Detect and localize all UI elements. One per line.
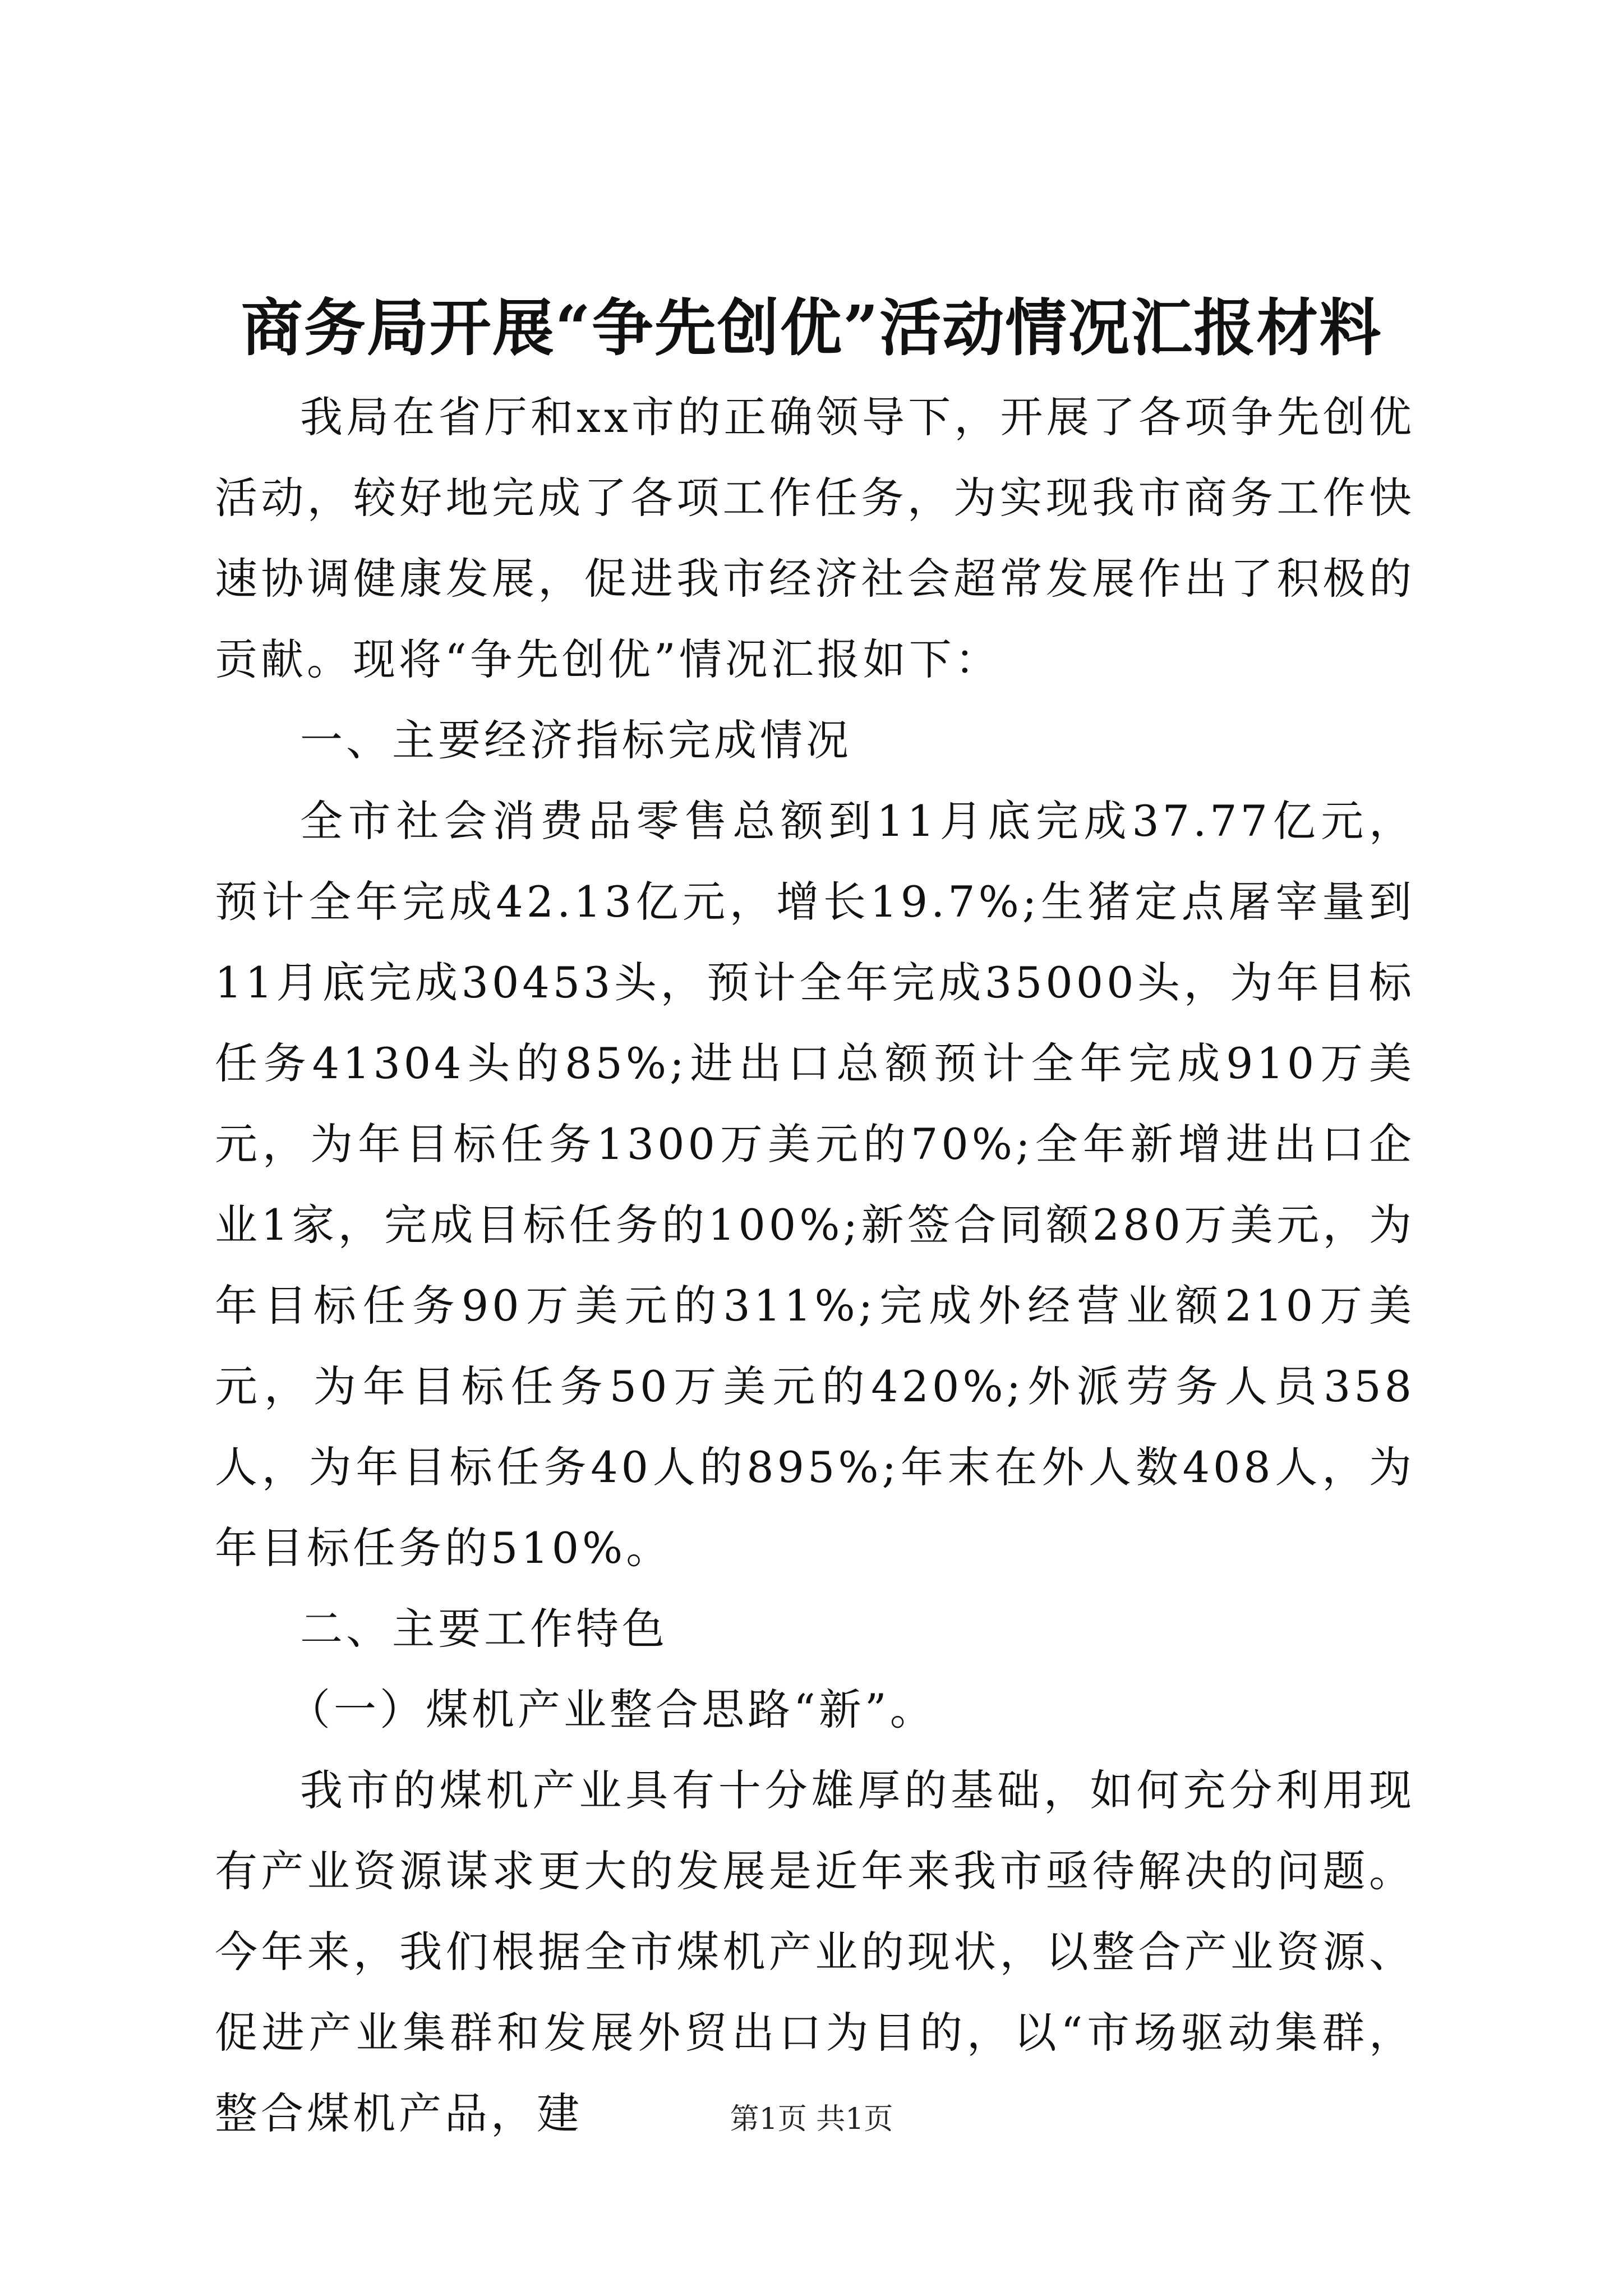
document-body [215,377,1415,2154]
section-heading-2: 二、主要工作特色 [300,1604,668,1654]
document-title: 商务局开展“争先创优”活动情况汇报材料 [241,292,1382,364]
section-heading-1: 一、主要经济指标完成情况 [300,715,852,765]
subsection-heading-1: （一）煤机产业整合思路“新”。 [288,1685,936,1734]
paragraph-coal-machinery: 我市的煤机产业具有十分雄厚的基础，如何充分利用现有产业资源谋求更大的发展是近年来我市亟待解决的问题。今年来，我们根据全市煤机产业的现状，以整合产业资源、促进产业集群和发展外贸出口为目的，以“市场驱动集群，整合煤机产品，建 [215,1765,1415,2138]
paragraph-economic-indicators: 全市社会消费品零售总额到11月底完成37.77亿元，预计全年完成42.13亿元，增长19.7%;生猪定点屠宰量到11月底完成30453头，预计全年完成35000头，为年目标任务41304头的85%;进出口总额预计全年完成910万美元，为年目标任务1300万美元的70%;全年新增进出口企业1家，完成目标任务的100%;新签合同额280万美元，为年目标任务90万美元的311%;完成外经营业额210万美元，为年目标任务50万美元的420%;外派劳务人员358人，为年目标任务40人的895%;年末在外人数408人，为年目标任务的510%。 [215,796,1415,1573]
page-footer: 第1页 共1页 [730,2102,893,2136]
paragraph-intro: 我局在省厅和xx市的正确领导下，开展了各项争先创优活动，较好地完成了各项工作任务，为实现我市商务工作快速协调健康发展，促进我市经济社会超常发展作出了积极的贡献。现将“争先创优”情况汇报如下： [215,392,1415,684]
